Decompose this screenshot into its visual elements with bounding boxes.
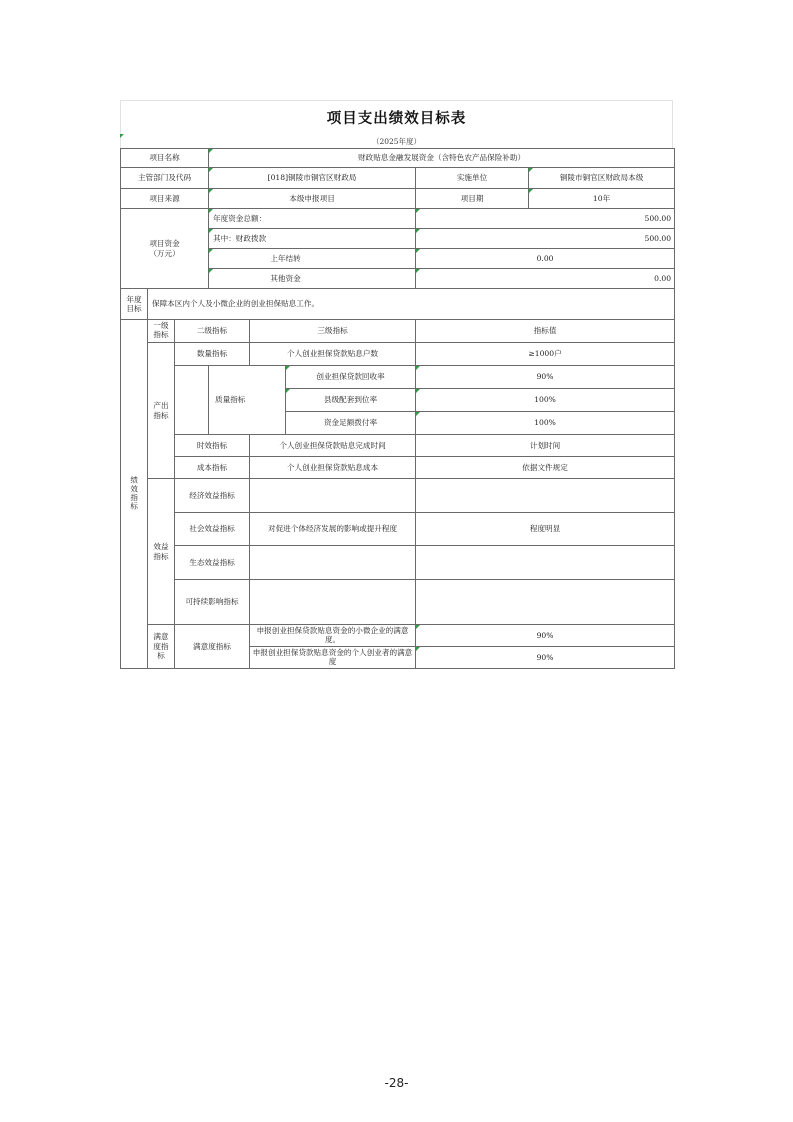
annual-goal-label: 年度目标 [121,289,148,320]
funds-fiscal-label: 其中：财政拨款 [209,229,416,249]
funds-other-value: 0.00 [416,269,675,289]
row-satisfaction-1 [121,625,675,647]
project-name-label: 项目名称 [121,149,209,168]
funds-carryover-value: 0.00 [416,249,675,269]
quantity-l2: 数量指标 [175,343,250,366]
period-label: 项目期 [416,189,529,209]
benefit-label: 效益指标 [148,479,175,625]
row-social [121,513,675,546]
quantity-l3: 个人创业担保贷款贴息户数 [250,343,416,366]
economic-val [416,479,675,513]
perf-label: 绩效指标 [121,320,148,669]
quality-3-val: 100% [416,412,675,435]
timeliness-l2: 时效指标 [175,435,250,457]
cost-l2: 成本指标 [175,457,250,479]
timeliness-val: 计划时间 [416,435,675,457]
row-funds-total [121,209,675,229]
row-quality-1 [121,366,675,389]
ecological-l3 [250,546,416,580]
satisfaction-2-l3: 申报创业担保贷款贴息资金的个人创业者的满意度 [250,647,416,669]
page-number: -28- [384,1076,409,1090]
cell-marker [120,134,124,138]
quality-2-l3: 县级配套到位率 [286,389,416,412]
quality-1-val: 90% [416,366,675,389]
row-sustainable [121,580,675,625]
satisfaction-label: 满意度指标 [148,625,175,669]
funds-other-label: 其他资金 [209,269,416,289]
source-value: 本级申报项目 [209,189,416,209]
cost-l3: 个人创业担保贷款贴息成本 [250,457,416,479]
annual-goal-value: 保障本区内个人及小微企业的创业担保贴息工作。 [148,289,675,320]
ecological-val [416,546,675,580]
performance-table [120,148,675,669]
row-indicator-header [121,320,675,343]
output-label: 产出指标 [148,343,175,479]
row-quantity [121,343,675,366]
header-l1: 一级指标 [148,320,175,343]
satisfaction-1-val: 90% [416,625,675,647]
sustainable-val [416,580,675,625]
table-year: （2025年度） [120,134,673,148]
dept-value: [018]铜陵市铜官区财政局 [209,168,416,189]
row-ecological [121,546,675,580]
quality-1-l3: 创业担保贷款回收率 [286,366,416,389]
quality-l2: 质量指标 [209,366,286,435]
funds-label: 项目资金 （万元） [121,209,209,289]
row-cost [121,457,675,479]
table-title: 项目支出绩效目标表 [120,100,673,134]
quality-spacer [175,366,209,435]
social-val: 程度明显 [416,513,675,546]
row-project-name [121,149,675,168]
period-value: 10年 [529,189,675,209]
quality-2-val: 100% [416,389,675,412]
row-department [121,168,675,189]
social-l2: 社会效益指标 [175,513,250,546]
economic-l3 [250,479,416,513]
timeliness-l3: 个人创业担保贷款贴息完成时间 [250,435,416,457]
sustainable-l3 [250,580,416,625]
row-economic [121,479,675,513]
row-annual-goal [121,289,675,320]
ecological-l2: 生态效益指标 [175,546,250,580]
funds-fiscal-value: 500.00 [416,229,675,249]
cost-val: 依据文件规定 [416,457,675,479]
row-source [121,189,675,209]
social-l3: 对促进个体经济发展的影响或提升程度 [250,513,416,546]
funds-total-label: 年度资金总额： [209,209,416,229]
project-name-value: 财政贴息金融发展资金（含特色农产品保险补助） [209,149,675,168]
economic-l2: 经济效益指标 [175,479,250,513]
dept-label: 主管部门及代码 [121,168,209,189]
impl-label: 实施单位 [416,168,529,189]
quality-3-l3: 资金足额拨付率 [286,412,416,435]
funds-total-value: 500.00 [416,209,675,229]
source-label: 项目来源 [121,189,209,209]
impl-value: 铜陵市铜官区财政局本级 [529,168,675,189]
funds-carryover-label: 上年结转 [209,249,416,269]
quantity-val: ≥1000户 [416,343,675,366]
satisfaction-2-val: 90% [416,647,675,669]
row-timeliness [121,435,675,457]
sustainable-l2: 可持续影响指标 [175,580,250,625]
header-l2: 二级指标 [175,320,250,343]
satisfaction-l2: 满意度指标 [175,625,250,669]
header-val: 指标值 [416,320,675,343]
satisfaction-1-l3: 申报创业担保贷款贴息资金的小微企业的满意度。 [250,625,416,647]
header-l3: 三级指标 [250,320,416,343]
